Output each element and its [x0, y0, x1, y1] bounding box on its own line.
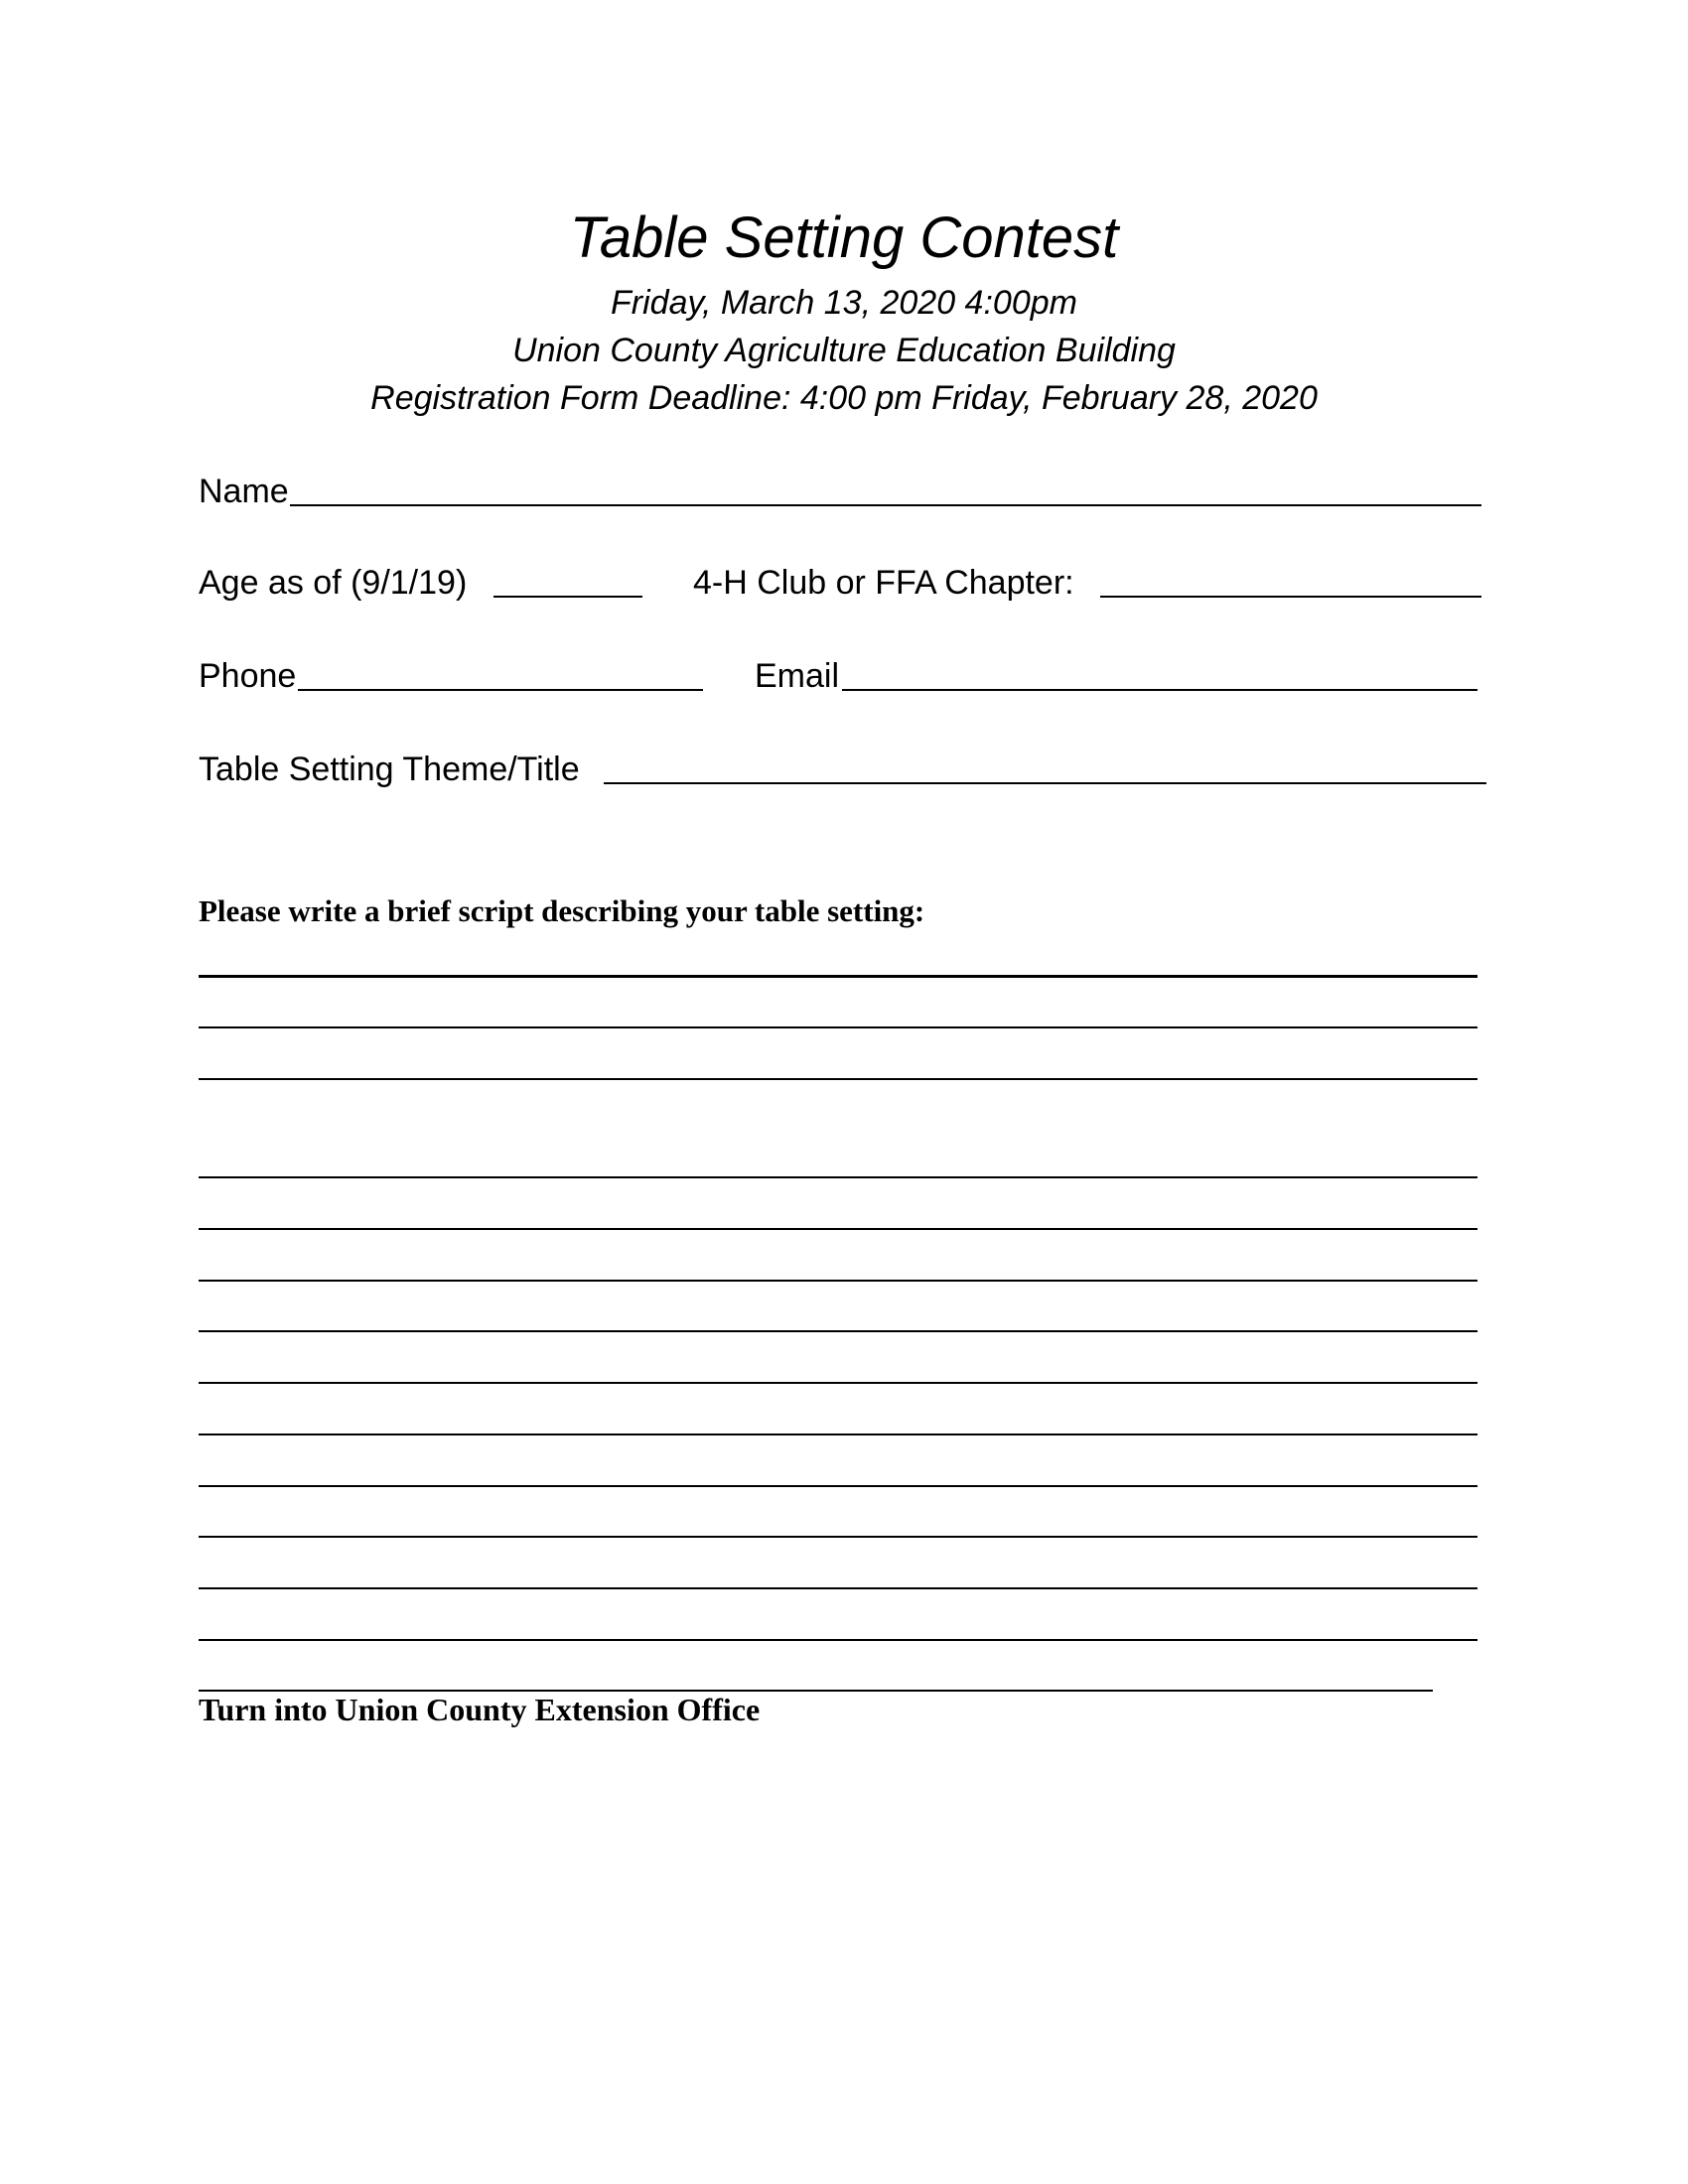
- script-instruction: Please write a brief script describing your table setting:: [199, 893, 925, 928]
- theme-title-field[interactable]: [604, 782, 1486, 784]
- script-line[interactable]: [199, 1026, 1477, 1028]
- script-line[interactable]: [199, 975, 1477, 978]
- event-datetime: Friday, March 13, 2020 4:00pm: [611, 284, 1077, 322]
- script-line[interactable]: [199, 1639, 1477, 1641]
- script-line[interactable]: [199, 1280, 1477, 1282]
- script-line[interactable]: [199, 1382, 1477, 1384]
- turn-in-instruction: Turn into Union County Extension Office: [199, 1692, 761, 1727]
- club-label: 4-H Club or FFA Chapter:: [693, 564, 1074, 602]
- name-label: Name: [199, 473, 289, 510]
- script-line[interactable]: [199, 1485, 1477, 1487]
- script-line[interactable]: [199, 1228, 1477, 1230]
- event-location: Union County Agriculture Education Building: [512, 332, 1176, 369]
- script-line[interactable]: [199, 1330, 1477, 1332]
- club-chapter-field[interactable]: [1100, 596, 1481, 598]
- phone-label: Phone: [199, 657, 297, 695]
- form-title: Table Setting Contest: [569, 205, 1119, 270]
- email-label: Email: [755, 657, 840, 695]
- theme-label: Table Setting Theme/Title: [199, 751, 580, 788]
- email-field[interactable]: [842, 689, 1477, 691]
- script-line[interactable]: [199, 1587, 1477, 1589]
- registration-deadline: Registration Form Deadline: 4:00 pm Friday, February 28, 2020: [370, 379, 1318, 417]
- script-line[interactable]: [199, 1433, 1477, 1435]
- script-line[interactable]: [199, 1536, 1477, 1538]
- phone-field[interactable]: [298, 689, 703, 691]
- age-field[interactable]: [493, 596, 642, 598]
- age-label: Age as of (9/1/19): [199, 564, 468, 602]
- script-line[interactable]: [199, 1078, 1477, 1080]
- script-line[interactable]: [199, 1176, 1477, 1178]
- name-field[interactable]: [290, 504, 1481, 506]
